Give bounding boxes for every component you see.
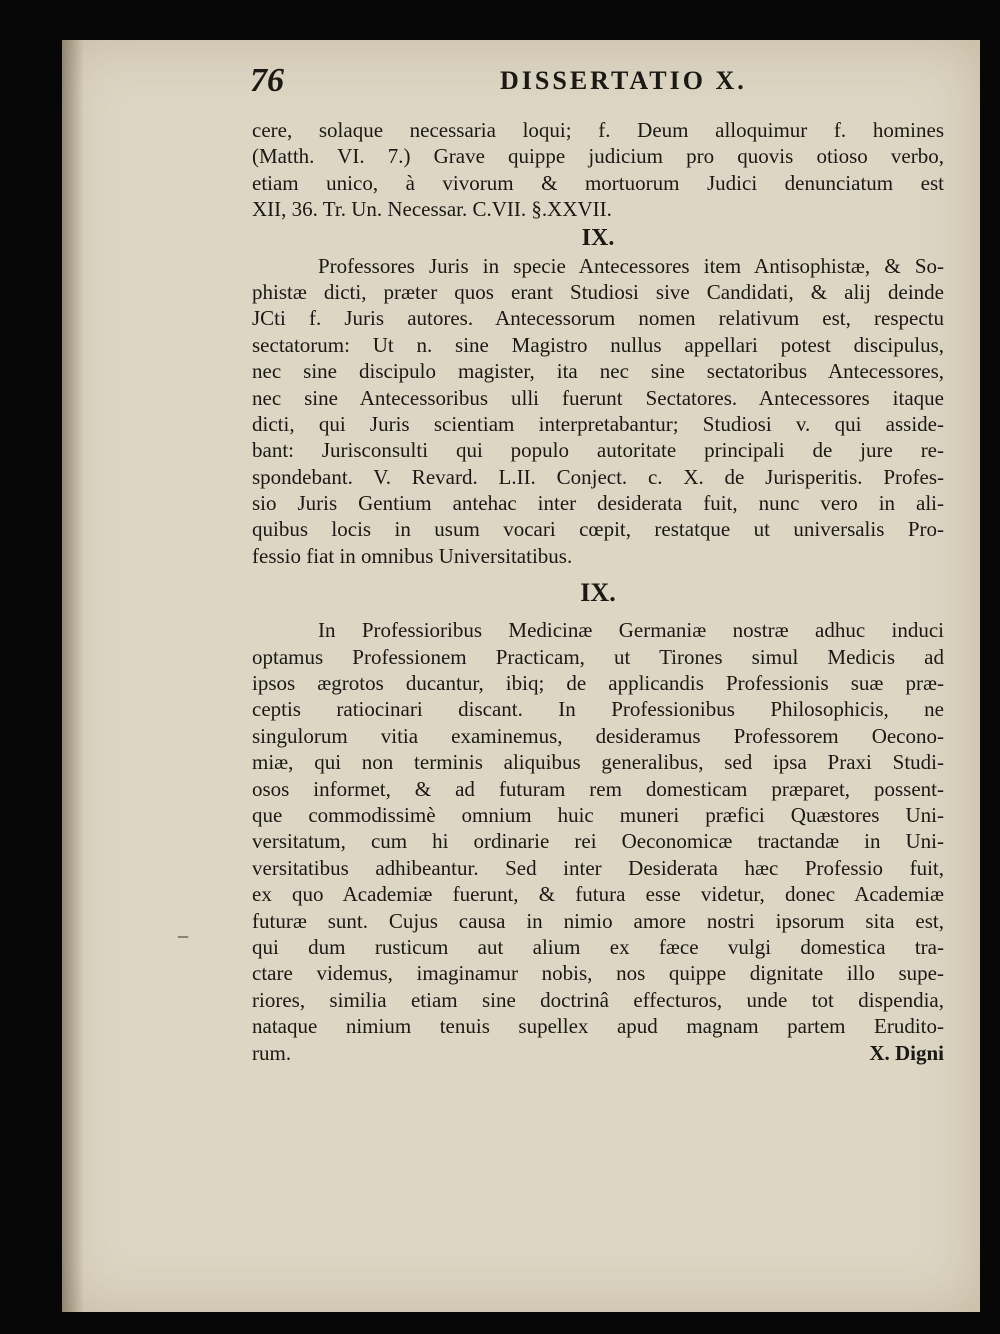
margin-mark: _ [178, 918, 188, 940]
text-line: ex quo Academiæ fuerunt, & futura esse videtur, donec Academiæ [252, 882, 944, 907]
text-line: nec sine discipulo magister, ita nec sine sectatoribus Antecessores, [252, 359, 944, 384]
text-line: ctare videmus, imaginamur nobis, nos quippe dignitate illo supe- [252, 961, 944, 986]
catchword: X. Digni [869, 1040, 944, 1065]
page-number: 76 [250, 62, 284, 99]
text-line: singulorum vitia examinemus, desideramus Professorem Oecono- [252, 723, 944, 748]
text-line: riores, similia etiam sine doctrinâ effecturos, unde tot dispendia, [252, 987, 944, 1012]
text-line: cere, solaque necessaria loqui; f. Deum alloquimur f. homines [252, 118, 944, 142]
continuation-word: rum. [252, 1040, 292, 1065]
text-line: nec sine Antecessoribus ulli fuerunt Sectatores. Antecessores itaque [252, 385, 944, 410]
text-line: que commodissimè omnium huic muneri præfici Quæstores Uni- [252, 802, 944, 827]
body-text [252, 117, 944, 1066]
text-line: spondebant. V. Revard. L.II. Conject. c. X. de Jurisperitis. Profes- [252, 464, 944, 489]
text-line: versitatum, cum hi ordinarie rei Oeconomicæ tractandæ in Uni- [252, 829, 944, 854]
text-line: ipsos ægrotos ducantur, ibiq; de applicandis Professionis suæ præ- [252, 671, 944, 696]
text-line: (Matth. VI. 7.) Grave quippe judicium pro quovis otioso verbo, [252, 144, 944, 169]
text-line: futuræ sunt. Cujus causa in nimio amore nostri ipsorum sita est, [252, 908, 944, 933]
text-line: sio Juris Gentium antehac inter desiderata fuit, nunc vero in ali- [252, 491, 944, 516]
text-line: optamus Professionem Practicam, ut Tirones simul Medicis ad [252, 644, 944, 669]
text-line: In Professioribus Medicinæ Germaniæ nostræ adhuc induci [318, 618, 944, 643]
text-line: etiam unico, à vivorum & mortuorum Judici denunciatum est [252, 170, 944, 195]
text-line: XII, 36. Tr. Un. Necessar. C.VII. §.XXVII. [252, 197, 612, 222]
running-head [250, 62, 930, 122]
section-heading: IX. [580, 578, 616, 608]
text-line: fessio fiat in omnibus Universitatibus. [252, 543, 573, 568]
text-line: versitatibus adhibeantur. Sed inter Desiderata hæc Professio fuit, [252, 855, 944, 880]
running-title: DISSERTATIO X. [500, 66, 747, 95]
text-line: Professores Juris in specie Antecessores item Antisophistæ, & So- [318, 253, 944, 278]
text-line: ceptis ratiocinari discant. In Professionibus Philosophicis, ne [252, 697, 944, 722]
section-heading: IX. [581, 224, 615, 251]
text-line: miæ, qui non terminis aliquibus generalibus, sed ipsa Praxi Studi- [252, 750, 944, 775]
text-line: osos informet, & ad futuram rem domesticam præparet, possent- [252, 776, 944, 801]
text-line: quibus locis in usum vocari cœpit, restatque ut universalis Pro- [252, 517, 944, 542]
text-lines [252, 117, 944, 1040]
text-line: phistæ dicti, præter quos erant Studiosi sive Candidati, & alij deinde [252, 279, 944, 304]
text-line: bant: Jurisconsulti qui populo autoritate principali de jure re- [252, 438, 944, 463]
text-line: nataque nimium tenuis supellex apud magnam partem Erudito- [252, 1014, 944, 1039]
text-line: dicti, qui Juris scientiam interpretabantur; Studiosi v. qui asside- [252, 411, 944, 436]
text-line: JCti f. Juris autores. Antecessorum nomen relativum est, respectu [252, 306, 944, 331]
page-footer [252, 1040, 944, 1066]
text-line: sectatorum: Ut n. sine Magistro nullus appellari potest discipulus, [252, 332, 944, 357]
text-line: qui dum rusticum aut alium ex fæce vulgi domestica tra- [252, 934, 944, 959]
